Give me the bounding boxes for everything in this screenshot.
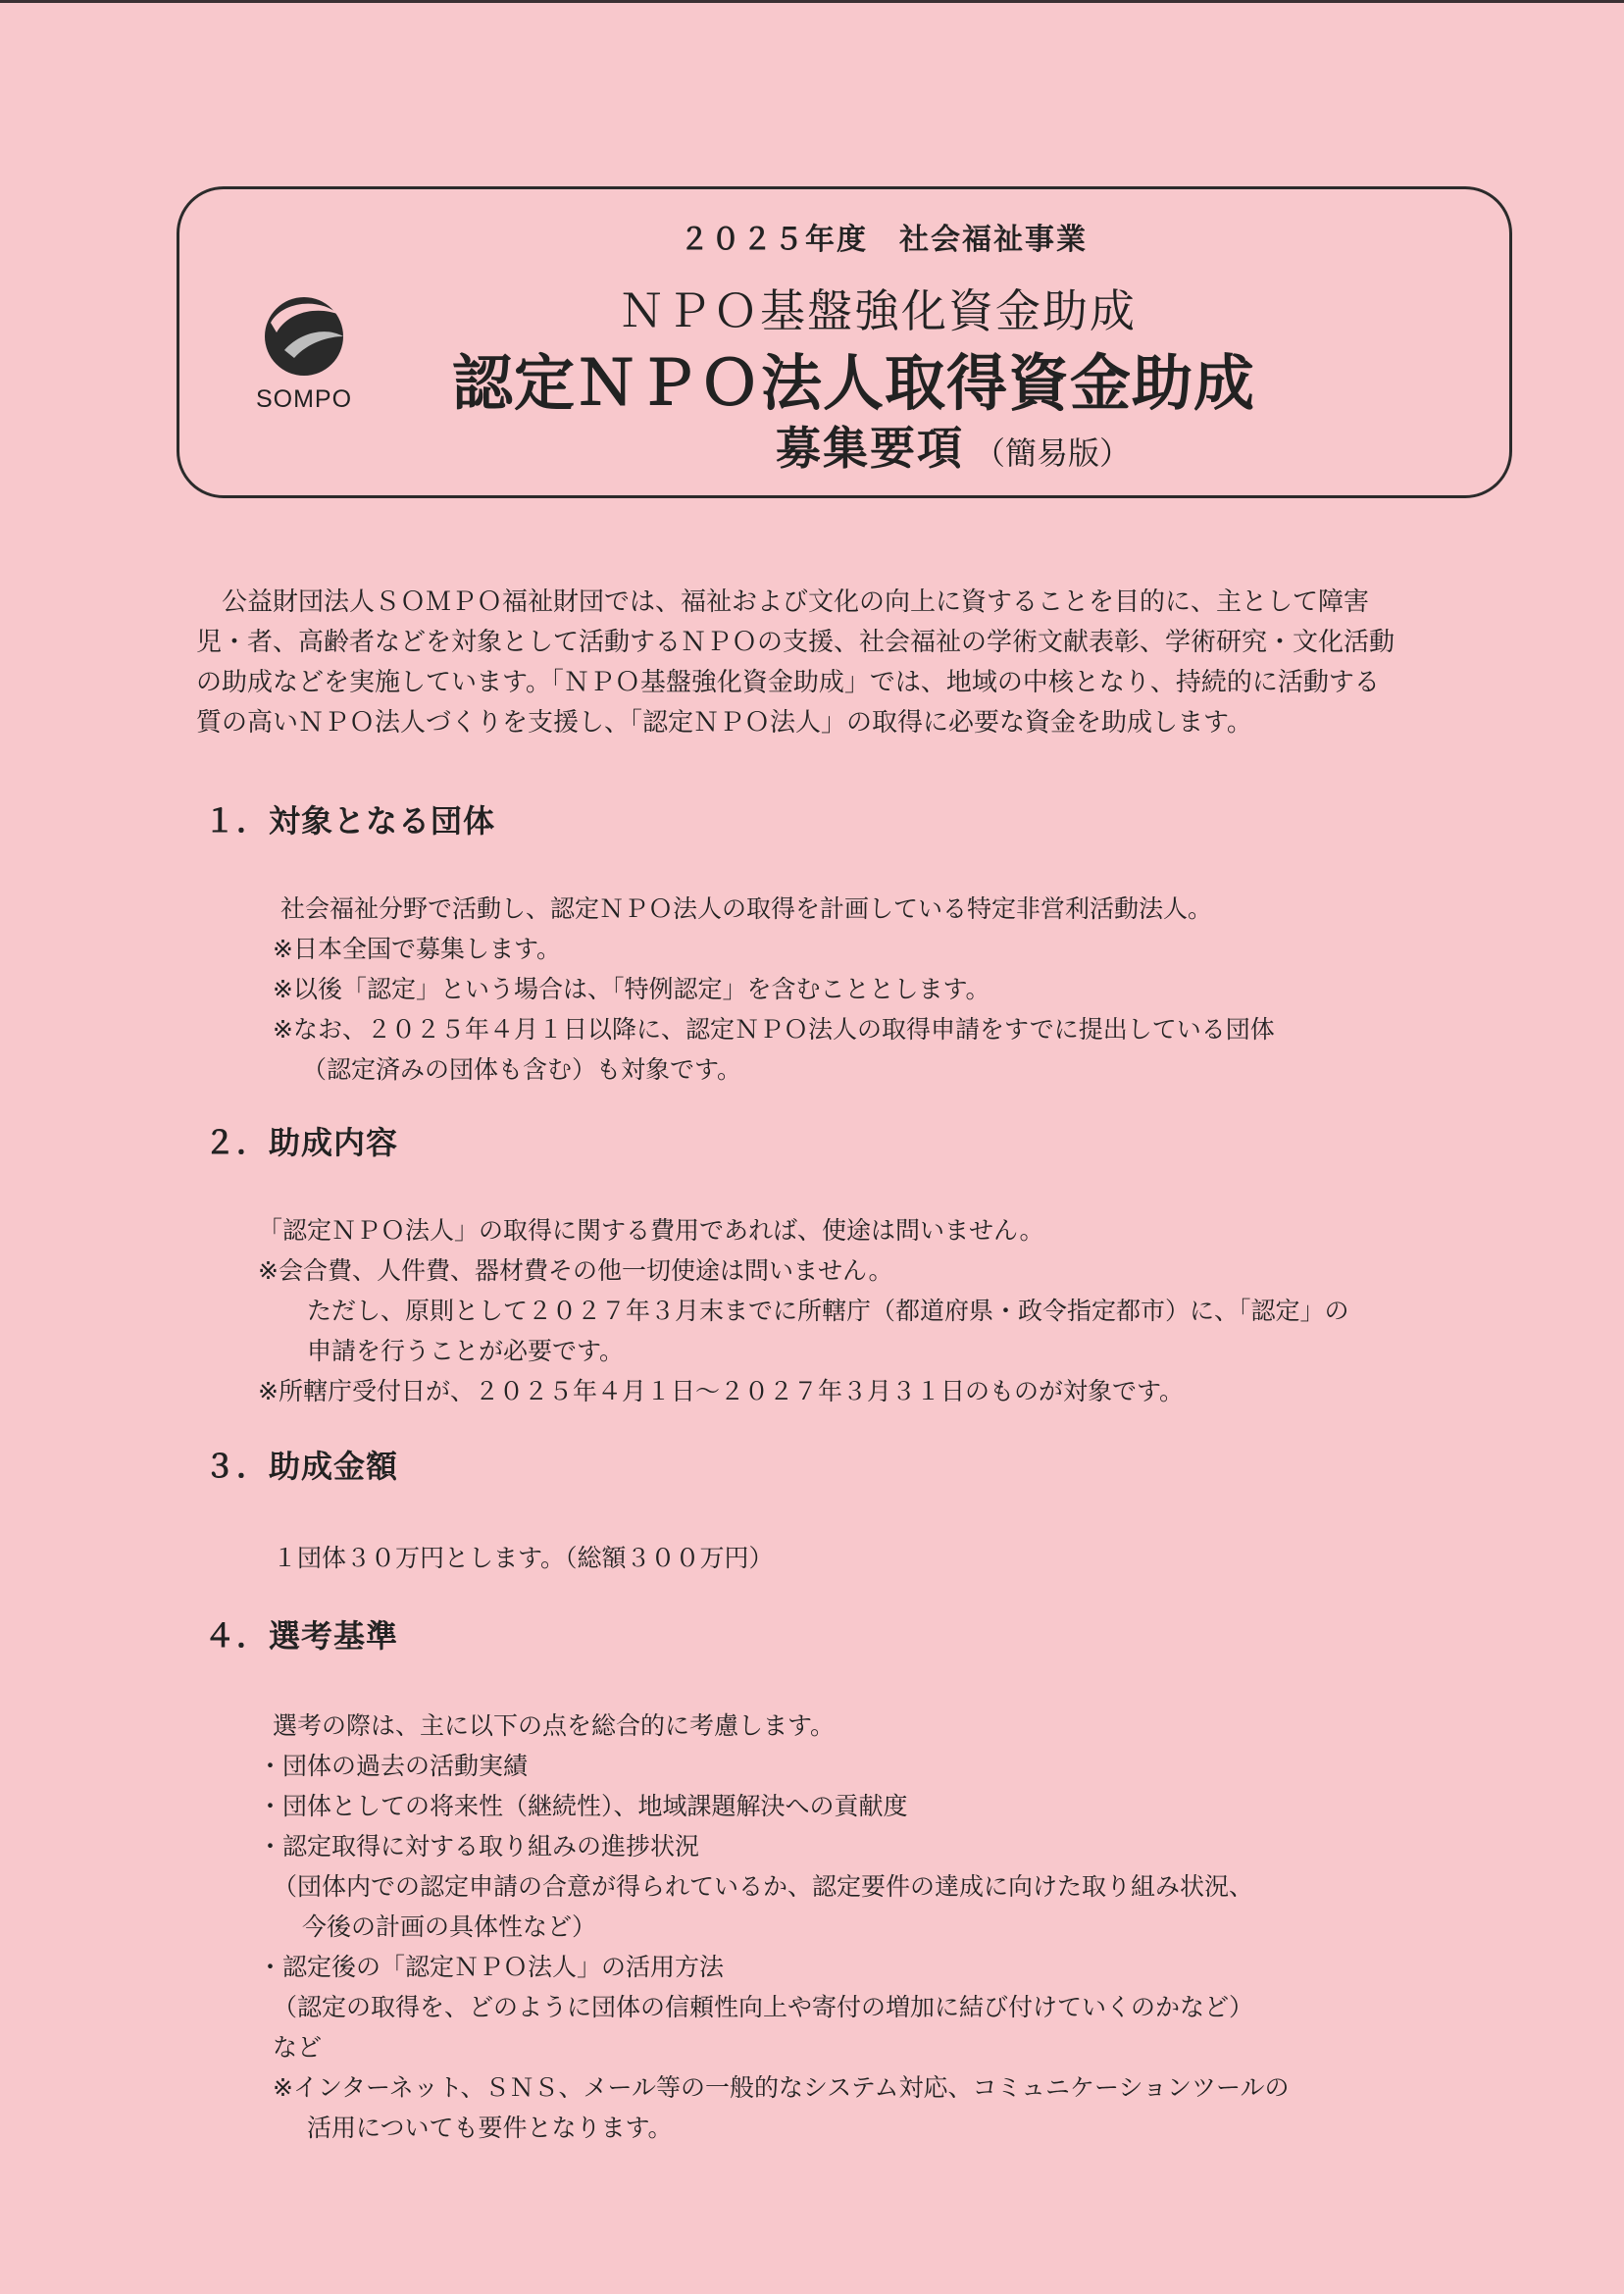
section-note: ※なお、２０２５年４月１日以降に、認定ＮＰＯ法人の取得申請をすでに提出している団体 [273, 1015, 1275, 1044]
intro-line: 質の高いＮＰＯ法人づくりを支援し、「認定ＮＰＯ法人」の取得に必要な資金を助成します。 [196, 708, 1252, 738]
section-heading: １．対象となる団体 [204, 802, 496, 840]
criteria-detail: （認定の取得を、どのように団体の信頼性向上や寄付の増加に結び付けていくのかなど） [273, 1993, 1254, 2021]
criteria-note: ※インターネット、ＳＮＳ、メール等の一般的なシステム対応、コミュニケーションツールの [273, 2073, 1290, 2102]
section-text: １団体３０万円とします。（総額３００万円） [273, 1544, 774, 1572]
logo-text: SOMPO [255, 385, 353, 413]
title-box [177, 186, 1512, 498]
criteria-item: ・団体の過去の活動実績 [258, 1752, 529, 1780]
section-note: ※所轄庁受付日が、２０２５年４月１日～２０２７年３月３１日のものが対象です。 [258, 1377, 1184, 1405]
section-note: ただし、原則として２０２７年３月末までに所轄庁（都道府県・政令指定都市）に、「認定」の [307, 1297, 1349, 1325]
sompo-logo [246, 293, 362, 414]
intro-line: 公益財団法人ＳＯＭＰＯ福祉財団では、福祉および文化の向上に資することを目的に、主として障害 [222, 587, 1370, 617]
section-heading: ４．選考基準 [204, 1617, 399, 1655]
section-heading: ３．助成金額 [204, 1448, 399, 1485]
section-note: ※以後「認定」という場合は、「特例認定」を含むこととします。 [273, 975, 990, 1003]
recruitment-title [776, 413, 1131, 478]
program-subtitle: ＮＰＯ基盤強化資金助成 [619, 284, 1137, 337]
criteria-item: ・認定取得に対する取り組みの進捗状況 [258, 1832, 700, 1861]
section-grant-content [204, 1118, 1518, 1411]
criteria-detail: （団体内での認定申請の合意が得られているか、認定要件の達成に向けた取り組み状況、 [273, 1872, 1254, 1901]
criteria-detail: 今後の計画の具体性など） [302, 1912, 597, 1941]
criteria-note: 活用についても要件となります。 [307, 2114, 673, 2142]
section-note: 申請を行うことが必要です。 [307, 1337, 625, 1365]
intro-line: 児・者、高齢者などを対象として活動するＮＰＯの支援、社会福祉の学術文献表彰、学術研究・文化活動 [196, 628, 1396, 657]
section-note: （認定済みの団体も含む）も対象です。 [302, 1055, 742, 1084]
section-heading: ２．助成内容 [204, 1124, 399, 1161]
intro-paragraph [196, 583, 1500, 743]
intro-line: の助成などを実施しています。「ＮＰＯ基盤強化資金助成」では、地域の中核となり、持続的に活動する [196, 668, 1380, 697]
section-grant-amount [204, 1442, 1518, 1578]
section-text: 「認定ＮＰＯ法人」の取得に関する費用であれば、使途は問いません。 [258, 1216, 1044, 1245]
sompo-logo-icon [261, 293, 347, 380]
page-title: 認定ＮＰＯ法人取得資金助成 [452, 347, 1256, 419]
criteria-item: ・認定後の「認定ＮＰＯ法人」の活用方法 [258, 1953, 725, 1981]
recruitment-heading: 募集要項 [776, 422, 964, 475]
criteria-etc: など [273, 2033, 323, 2062]
section-note: ※日本全国で募集します。 [273, 935, 561, 963]
section-text: 社会福祉分野で活動し、認定ＮＰＯ法人の取得を計画している特定非営利活動法人。 [280, 894, 1213, 923]
section-eligible-organizations [204, 796, 1518, 1090]
section-note: ※会合費、人件費、器材費その他一切使途は問いません。 [258, 1256, 893, 1285]
fiscal-year-line: ２０２５年度 社会福祉事業 [680, 223, 1088, 257]
section-selection-criteria [204, 1611, 1518, 2148]
criteria-item: ・団体としての将来性（継続性）、地域課題解決への貢献度 [258, 1792, 908, 1820]
recruitment-note: （簡易版） [974, 434, 1132, 472]
page-top-edge [0, 0, 1624, 3]
section-text: 選考の際は、主に以下の点を総合的に考慮します。 [273, 1711, 836, 1740]
